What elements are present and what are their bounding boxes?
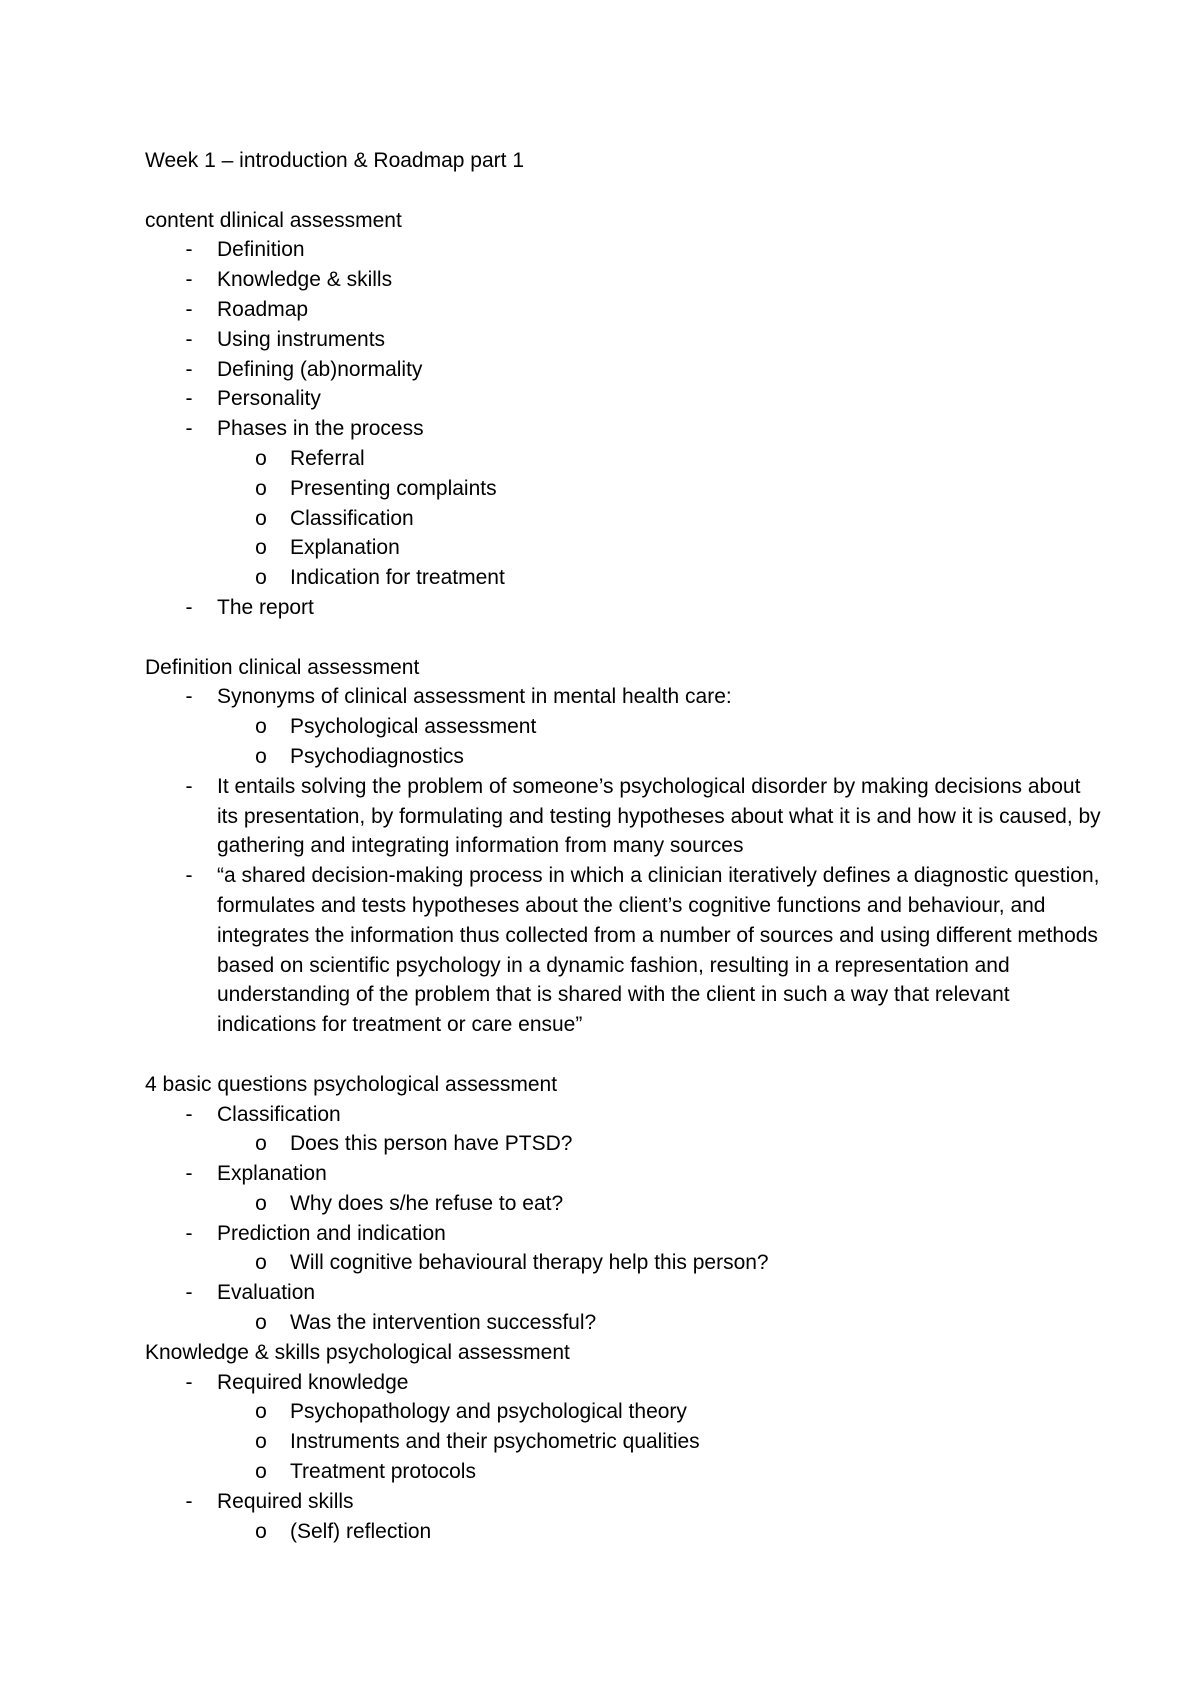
circle-bullet: o xyxy=(255,1519,267,1543)
list-item: - Required skills xyxy=(145,1487,1105,1517)
dash-bullet: - xyxy=(185,685,193,709)
dash-bullet: - xyxy=(185,1221,193,1245)
list-item: - Defining (ab)normality xyxy=(145,355,1105,385)
list-item: - Personality xyxy=(145,384,1105,414)
dash-bullet: - xyxy=(185,1281,193,1305)
circle-bullet: o xyxy=(255,1191,267,1215)
circle-bullet: o xyxy=(255,446,267,470)
sub-list-item: o Psychopathology and psychological theory xyxy=(145,1397,1105,1427)
list-item: - Definition xyxy=(145,235,1105,265)
dash-bullet: - xyxy=(185,327,193,351)
dash-bullet: - xyxy=(185,297,193,321)
circle-bullet: o xyxy=(255,1460,267,1484)
list-item: - Prediction and indication xyxy=(145,1219,1105,1249)
sub-list-item: o Why does s/he refuse to eat? xyxy=(145,1189,1105,1219)
list-item: - It entails solving the problem of someone’s psychological disorder by making decisions about its presentation, by formulating and testing hypotheses about what it is and how it is caused, by gathering and integrating information from many sources xyxy=(145,772,1105,861)
sub-list-item: o Classification xyxy=(145,504,1105,534)
circle-bullet: o xyxy=(255,536,267,560)
circle-bullet: o xyxy=(255,1311,267,1335)
sub-list-item: o (Self) reflection xyxy=(145,1517,1105,1547)
sub-list-item: o Psychodiagnostics xyxy=(145,742,1105,772)
sub-list-item: o Explanation xyxy=(145,533,1105,563)
dash-bullet: - xyxy=(185,595,193,619)
list-item: - Required knowledge xyxy=(145,1368,1105,1398)
circle-bullet: o xyxy=(255,744,267,768)
dash-bullet: - xyxy=(185,417,193,441)
list-item: - Roadmap xyxy=(145,295,1105,325)
list-item: - Knowledge & skills xyxy=(145,265,1105,295)
dash-bullet: - xyxy=(185,357,193,381)
dash-bullet: - xyxy=(185,1370,193,1394)
circle-bullet: o xyxy=(255,1430,267,1454)
circle-bullet: o xyxy=(255,476,267,500)
dash-bullet: - xyxy=(185,268,193,292)
section-heading-knowledge-skills: Knowledge & skills psychological assessment xyxy=(145,1340,570,1364)
dash-bullet: - xyxy=(185,387,193,411)
circle-bullet: o xyxy=(255,1251,267,1275)
section-heading-basic-questions: 4 basic questions psychological assessment xyxy=(145,1072,558,1096)
list-item: - Evaluation xyxy=(145,1278,1105,1308)
sub-list-item: o Psychological assessment xyxy=(145,712,1105,742)
dash-bullet: - xyxy=(185,864,193,888)
sub-list-item: o Presenting complaints xyxy=(145,474,1105,504)
list-item: - Using instruments xyxy=(145,325,1105,355)
circle-bullet: o xyxy=(255,1400,267,1424)
dash-bullet: - xyxy=(185,1102,193,1126)
sub-list-item: o Does this person have PTSD? xyxy=(145,1129,1105,1159)
sub-list-item: o Was the intervention successful? xyxy=(145,1308,1105,1338)
circle-bullet: o xyxy=(255,566,267,590)
document-title: Week 1 – introduction & Roadmap part 1 xyxy=(145,149,524,172)
document-page xyxy=(145,146,1105,1546)
list-item: - The report xyxy=(145,593,1105,623)
list-item: - Explanation xyxy=(145,1159,1105,1189)
list-item: - “a shared decision-making process in which a clinician iteratively defines a diagnostic question, formulates and tests hypotheses about the client’s cognitive functions and behaviour, and integrates the information thus collected from a number of sources and using different methods based on scientific psychology in a dynamic fashion, resulting in a representation and understanding of the problem that is shared with the client in such a way that relevant indications for treatment or care ensue” xyxy=(145,861,1105,1040)
dash-bullet: - xyxy=(185,238,193,262)
dash-bullet: - xyxy=(185,774,193,798)
circle-bullet: o xyxy=(255,1132,267,1156)
list-item: - Synonyms of clinical assessment in mental health care: xyxy=(145,682,1105,712)
sub-list-item: o Indication for treatment xyxy=(145,563,1105,593)
circle-bullet: o xyxy=(255,506,267,530)
circle-bullet: o xyxy=(255,715,267,739)
section-heading-content: content dlinical assessment xyxy=(145,208,402,232)
sub-list-item: o Instruments and their psychometric qualities xyxy=(145,1427,1105,1457)
dash-bullet: - xyxy=(185,1162,193,1186)
list-item: - Phases in the process xyxy=(145,414,1105,444)
sub-list-item: o Referral xyxy=(145,444,1105,474)
sub-list-item: o Will cognitive behavioural therapy help this person? xyxy=(145,1248,1105,1278)
section-heading-definition: Definition clinical assessment xyxy=(145,655,420,679)
list-item: - Classification xyxy=(145,1100,1105,1130)
sub-list-item: o Treatment protocols xyxy=(145,1457,1105,1487)
dash-bullet: - xyxy=(185,1489,193,1513)
